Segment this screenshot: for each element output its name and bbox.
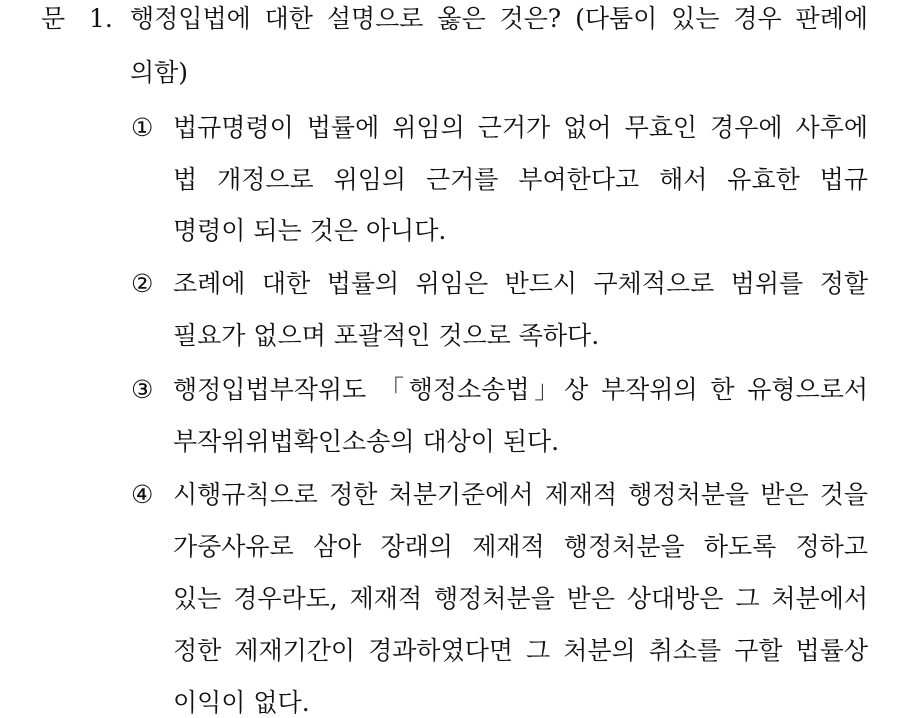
option-4-line-2: 가중사유로 삼아 장래의 제재적 행정처분을 하도록 정하고 bbox=[173, 532, 868, 561]
option-3-marker: ③ bbox=[131, 375, 154, 404]
option-4-line-4: 정한 제재기간이 경과하였다면 그 처분의 취소를 구할 법률상 bbox=[173, 636, 868, 665]
option-1-line-2: 법 개정으로 위임의 근거를 부여한다고 해서 유효한 법규 bbox=[173, 165, 868, 194]
option-2-marker: ② bbox=[131, 269, 154, 298]
option-3-line-1: 행정입법부작위도 「행정소송법」상 부작위의 한 유형으로서 bbox=[173, 375, 868, 404]
option-4-line-3: 있는 경우라도, 제재적 행정처분을 받은 상대방은 그 처분에서 bbox=[173, 584, 868, 613]
option-1-line-1: 법규명령이 법률에 위임의 근거가 없어 무효인 경우에 사후에 bbox=[173, 113, 868, 142]
question-text-line-2: 의함) bbox=[130, 58, 189, 87]
question-number: 1. bbox=[89, 4, 113, 33]
option-1-line-3: 명령이 되는 것은 아니다. bbox=[173, 216, 447, 245]
question-label: 문 bbox=[41, 4, 66, 33]
option-1-marker: ① bbox=[131, 113, 154, 142]
option-4-line-1: 시행규칙으로 정한 처분기준에서 제재적 행정처분을 받은 것을 bbox=[173, 480, 868, 509]
option-2-line-1: 조례에 대한 법률의 위임은 반드시 구체적으로 범위를 정할 bbox=[173, 269, 868, 298]
option-2-line-2: 필요가 없으며 포괄적인 것으로 족하다. bbox=[173, 321, 600, 350]
option-3-line-2: 부작위위법확인소송의 대상이 된다. bbox=[173, 427, 560, 456]
option-4-marker: ④ bbox=[131, 480, 154, 509]
option-4-line-5: 이익이 없다. bbox=[173, 688, 310, 717]
question-text-line-1: 행정입법에 대한 설명으로 옳은 것은? (다툼이 있는 경우 판례에 bbox=[130, 4, 868, 33]
